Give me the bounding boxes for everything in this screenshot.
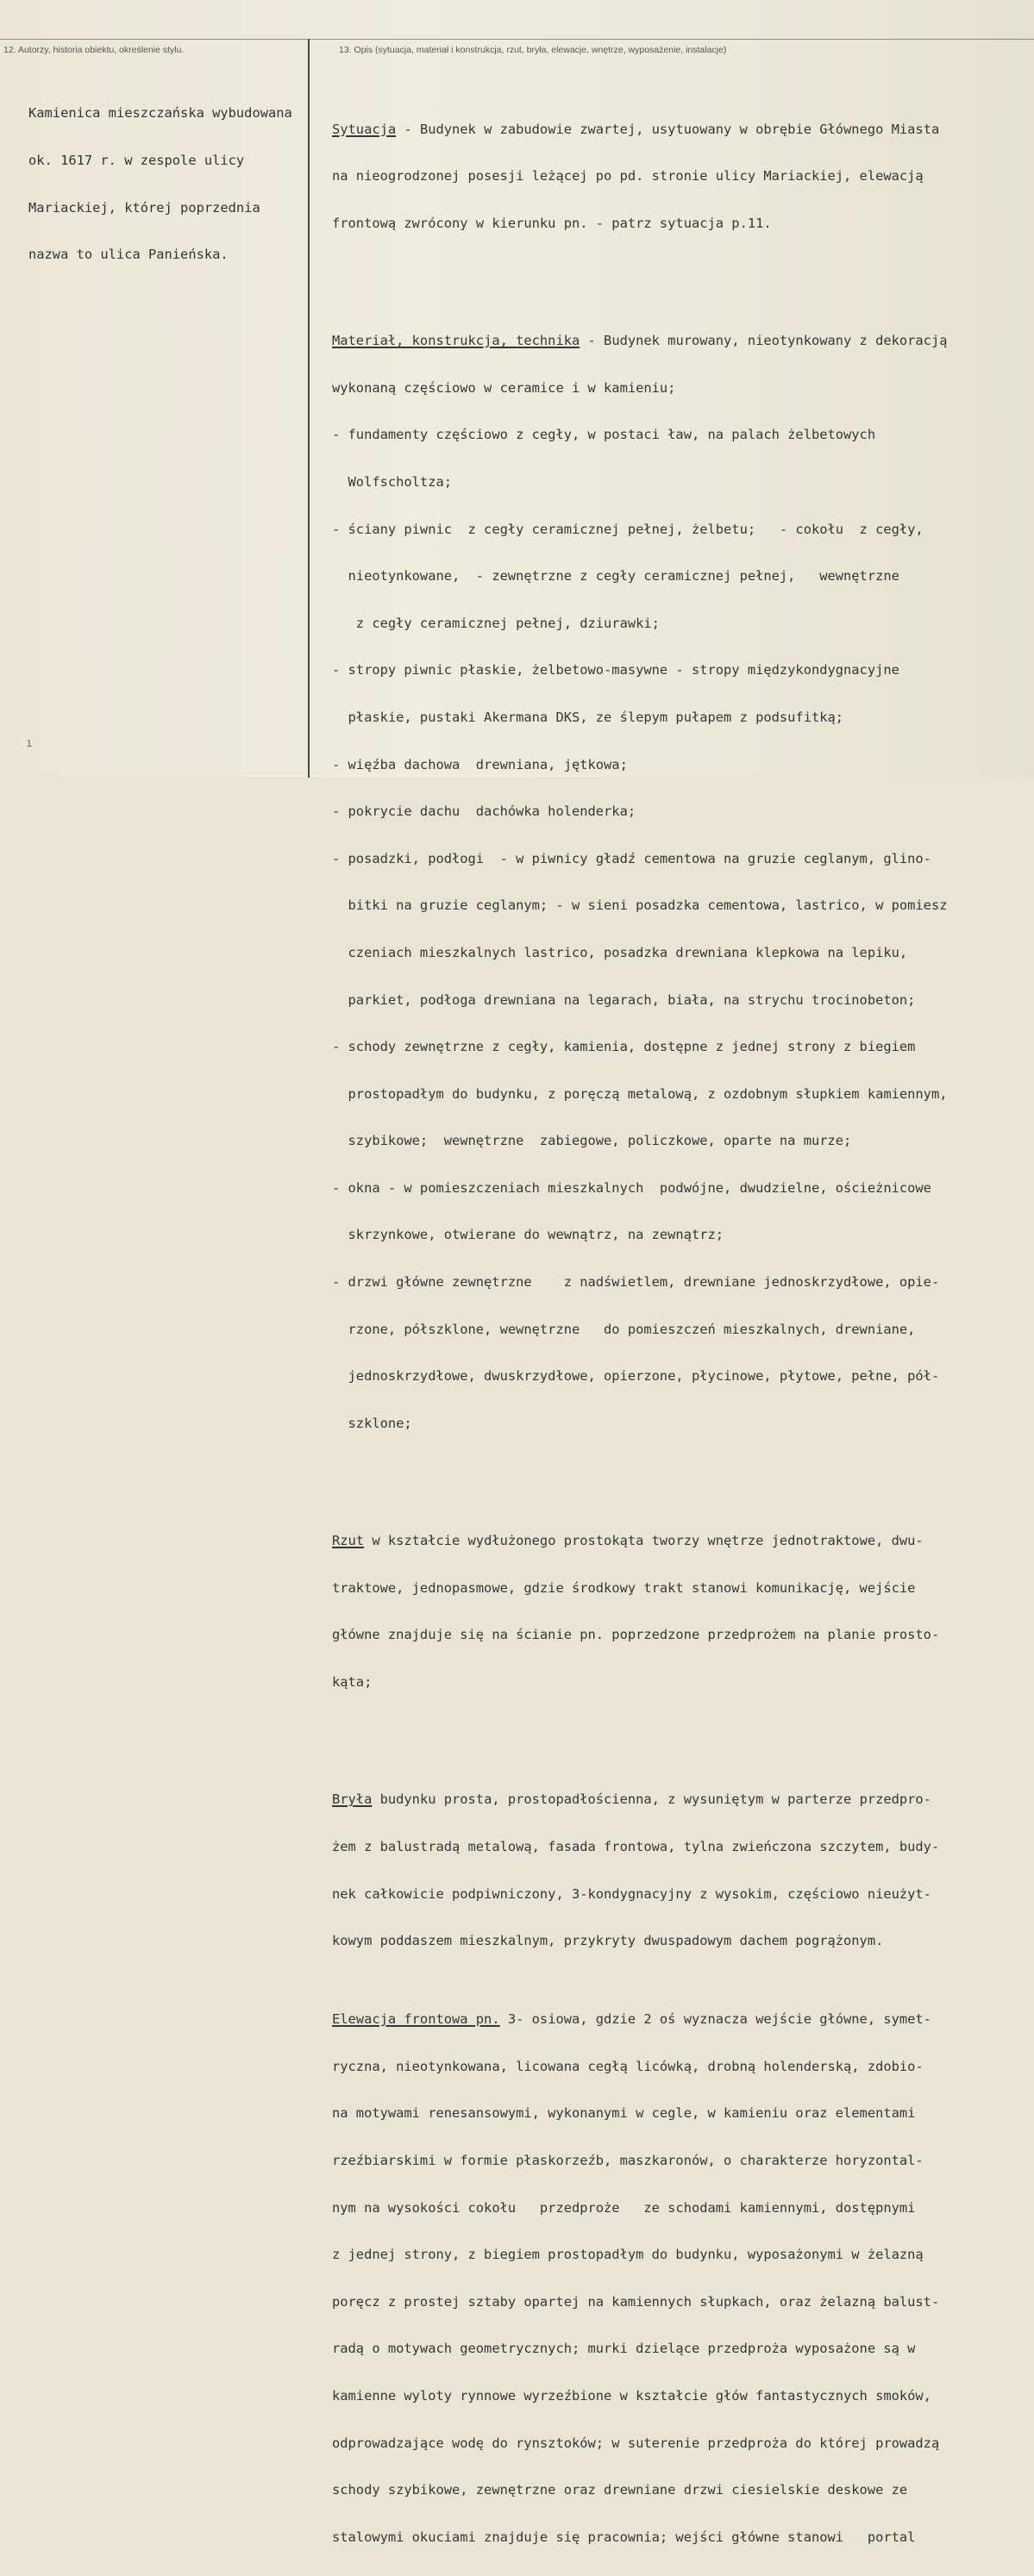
heading-situation: Sytuacja	[332, 121, 397, 137]
text-line: stalowymi okuciami znajduje się pracownia; wejści główne stanowi portal	[332, 2529, 916, 2545]
heading-plan: Rzut	[332, 1533, 365, 1549]
text-line: frontową zwrócony w kierunku pn. - patrz sytuacja p.11.	[332, 215, 772, 231]
text-line: rzone, półszklone, wewnętrzne do pomieszczeń mieszkalnych, drewniane,	[332, 1321, 916, 1337]
text-line: - posadzki, podłogi - w piwnicy gładź cementowa na gruzie ceglanym, glino-	[332, 850, 931, 866]
text-line: rzeźbiarskimi w formie płaskorzeźb, maszkaronów, o charakterze horyzontal-	[332, 2153, 924, 2169]
text-line: z jednej strony, z biegiem prostopadłym do budynku, wyposażonymi w żelazną	[332, 2247, 924, 2263]
left-line: Kamienica mieszczańska wybudowana	[28, 105, 292, 122]
text-line: żem z balustradą metalową, fasada frontowa, tylna zwieńczona szczytem, budy-	[332, 1839, 940, 1855]
text-line: Wolfscholtza;	[332, 473, 452, 490]
text-line: - fundamenty częściowo z cegły, w postaci ław, na palach żelbetowych	[332, 427, 876, 443]
text-line: kąta;	[332, 1674, 373, 1691]
text-line: prostopadłym do budynku, z poręczą metalową, z ozdobnym słupkiem kamiennym,	[332, 1085, 948, 1102]
left-line: nazwa to ulica Panieńska.	[28, 247, 229, 263]
text-line: schody szybikowe, zewnętrzne oraz drewniane drzwi ciesielskie deskowe ze	[332, 2482, 908, 2498]
text-line: szybikowe; wewnętrzne zabiegowe, policzkowe, oparte na murze;	[332, 1133, 852, 1149]
heading-material: Materiał, konstrukcja, technika	[332, 333, 580, 349]
section-12-header: 12. Autorzy, historia obiektu, określenie stylu.	[3, 45, 185, 55]
text-line: - pokrycie dachu dachówka holenderka;	[332, 803, 636, 820]
text-line: bitki na gruzie ceglanym; - w sieni posadzka cementowa, lastrico, w pomiesz	[332, 897, 948, 914]
text-line: główne znajduje się na ścianie pn. poprzedzone przedprożem na planie prosto-	[332, 1627, 940, 1643]
description-text	[332, 74, 1034, 2576]
column-divider	[308, 39, 310, 778]
paragraph-facade-first-line: Elewacja frontowa pn. 3- osiowa, gdzie 2 oś wyznacza wejście główne, symet-	[332, 2011, 931, 2028]
paragraph-plan-first-line: Rzut w kształcie wydłużonego prostokąta tworzy wnętrze jednotraktowe, dwu-	[332, 1533, 924, 1549]
left-line: Mariackiej, której poprzednia	[28, 199, 260, 216]
margin-mark: ı	[26, 737, 33, 750]
left-line: ok. 1617 r. w zespole ulicy	[28, 153, 245, 168]
heading-facade: Elewacja frontowa pn.	[332, 2011, 500, 2028]
text-line: na motywami renesansowymi, wykonanymi w cegle, w kamieniu oraz elementami	[332, 2105, 916, 2122]
text-line: nieotynkowane, - zewnętrzne z cegły ceramicznej pełnej, wewnętrzne	[332, 568, 899, 585]
section-13-header: 13. Opis (sytuacja, materiał i konstrukcja, rzut, bryła, elewacje, wnętrze, wyposażenie, instalacje)	[339, 45, 727, 55]
text-line: traktowe, jednopasmowe, gdzie środkowy trakt stanowi komunikację, wejście	[332, 1579, 916, 1596]
text-line: parkiet, podłoga drewniana na legarach, biała, na strychu trocinobeton;	[332, 991, 916, 1008]
text-line: - okna - w pomieszczeniach mieszkalnych podwójne, dwudzielne, ościeżnicowe	[332, 1179, 931, 1196]
heading-massing: Bryła	[332, 1791, 373, 1808]
text-line: nek całkowicie podpiwniczony, 3-kondygnacyjny z wysokim, częściowo nieużyt-	[332, 1885, 931, 1902]
paragraph-situation-first-line: Sytuacja - Budynek w zabudowie zwartej, usytuowany w obrębie Głównego Miasta	[332, 121, 940, 137]
text-line: kamienne wyloty rynnowe wyrzeźbione w kształcie głów fantastycznych smoków,	[332, 2387, 931, 2404]
text-line: szklone;	[332, 1415, 412, 1431]
paragraph-material-first-line: Materiał, konstrukcja, technika - Budynek murowany, nieotynkowany z dekoracją	[332, 333, 948, 349]
text-line: poręcz z prostej sztaby opartej na kamiennych słupkach, oraz żelazną balust-	[332, 2293, 940, 2310]
text-line: odprowadzające wodę do rynsztoków; w suterenie przedproża do której prowadzą	[332, 2435, 940, 2451]
text-line: - drzwi główne zewnętrzne z nadświetlem, drewniane jednoskrzydłowe, opie-	[332, 1274, 940, 1291]
text-line: - schody zewnętrzne z cegły, kamienia, dostępne z jednej strony z biegiem	[332, 1039, 916, 1055]
text-line: jednoskrzydłowe, dwuskrzydłowe, opierzone, płycinowe, płytowe, pełne, pół-	[332, 1368, 940, 1385]
authors-history-text	[28, 74, 304, 294]
text-line: na nieogrodzonej posesji leżącej po pd. stronie ulicy Mariackiej, elewacją	[332, 168, 924, 184]
text-line: skrzynkowe, otwierane do wewnątrz, na zewnątrz;	[332, 1227, 724, 1243]
text-line: z cegły ceramicznej pełnej, dziurawki;	[332, 615, 660, 631]
text-line: - stropy piwnic płaskie, żelbetowo-masywne - stropy międzykondygnacyjne	[332, 662, 899, 678]
text-line: płaskie, pustaki Akermana DKS, ze ślepym pułapem z podsufitką;	[332, 709, 844, 725]
header-rule	[0, 39, 1034, 40]
text-line: czeniach mieszkalnych lastrico, posadzka drewniana klepkowa na lepiku,	[332, 944, 908, 960]
text-line: ryczna, nieotynkowana, licowana cegłą licówką, drobną holenderską, zdobio-	[332, 2058, 924, 2074]
text-line: wykonaną częściowo w ceramice i w kamieniu;	[332, 379, 676, 396]
text-line: radą o motywach geometrycznych; murki dzielące przedproża wyposażone są w	[332, 2341, 916, 2357]
paragraph-massing-first-line: Bryła budynku prosta, prostopadłościenna, z wysuniętym w parterze przedpro-	[332, 1791, 931, 1808]
text-line: - ściany piwnic z cegły ceramicznej pełnej, żelbetu; - cokołu z cegły,	[332, 521, 924, 537]
text-line: - więźba dachowa drewniana, jętkowa;	[332, 756, 628, 772]
text-line: nym na wysokości cokołu przedproże ze schodami kamiennymi, dostępnymi	[332, 2199, 916, 2216]
text-line: kowym poddaszem mieszkalnym, przykryty dwuspadowym dachem pogrążonym.	[332, 1933, 884, 1949]
